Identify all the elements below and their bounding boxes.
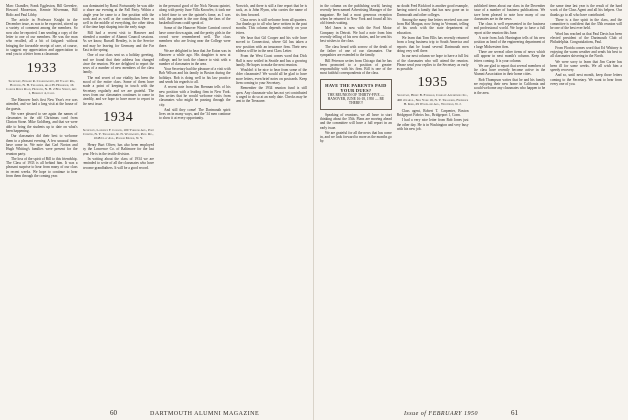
announcement-heading: HAVE THE PARENTS PAID YOUR DUES? [325, 82, 387, 93]
paragraph: There is a fine spirit in the class, and the committee is confident that the 35th reunion will be one of the best ever held. [550, 17, 622, 31]
paragraph: in the personal good of the Nick Nassau quintet, along with pretty June Villa Knowles; it took me a brief time to see the quintet's fame, as I was told, the quintet is the one thing the fans of the basketball team could speak of. [159, 4, 231, 26]
paragraph: published items about our class in the December issue of a number of business publications. We have been pleased to note how many of our classmates are in the news. [473, 4, 546, 21]
paragraph: In writing about the class of 1934 we are reminded to write of all the classmates who have become grandfathers. It will be a good record. [82, 157, 154, 170]
right-column-4 [550, 4, 622, 406]
paragraph: Word has reached us that Paul Davis has been elected president of the Dartmouth Club of Philadelphia. Congratulations, Paul. [550, 31, 622, 45]
class-secretary-info: Secretary, Laurence F. Jackson, 100 Tybrook Ave., Port Chester, N. Y. Treasurer, R. N. Wadsworth, Prof. Rd., 1048 Clay Ave., Pelham Manor, N. Y. [82, 127, 154, 141]
paragraph: Bob Thompson writes that he and his family are enjoying their new home in California and would welcome any classmates who happen to be in the area. [473, 77, 546, 95]
paragraph: Wouldn't it be nice to hear from some of the older classmates? We would all be glad to have more letters, even brief notes on postcards. Keep them coming to your Secretary. [235, 68, 307, 86]
paragraph: We are glad to report that several members of the class have recently become active in the Alumni Association in their home cities. [473, 63, 546, 77]
paragraph: The real secret of our vitality has been the mood of the entire class. Some of them have made a point of keeping in touch with the Secretary regularly and we are grateful. The news from our classmates continues to come in steadily, and we hope to have more to report in the next issue. [82, 75, 154, 106]
paragraph: And so, until next month, keep those letters coming to the Secretary. We want to hear from every one of you. [550, 73, 622, 87]
reunion-announcement-box [320, 79, 392, 110]
left-column-1 [6, 4, 78, 406]
class-year-heading: 1935 [417, 75, 448, 91]
paragraph: And still they come! The Dartmouth spirit lives on in many ways, and the '34 men continue to show it at every opportunity. [159, 107, 231, 121]
paragraph: Class agent, Robert T. Carpenter, Boston Bridgeport Fabrics Inc., Bridgeport 1, Conn. [396, 108, 469, 118]
paragraph: The class is well represented in the business and professional world. We hope to have a full report at the reunion this June. [473, 22, 546, 35]
paragraph: Norwich, and there is still a fine report that he is back, as is John Flynn, who carries the name of his firm forward. [235, 4, 307, 17]
footer-issue-date: Issue of FEBRUARY 1950 [403, 411, 478, 417]
left-column-2 [83, 4, 155, 406]
right-page-columns [320, 4, 622, 406]
right-column-1 [320, 4, 392, 406]
paragraph: Henry Burt Oliver, has also been employed by the Lawrence Co. of Baltimore for the last year. He is in the textile division. [82, 143, 154, 156]
page-number: 60 [110, 409, 117, 417]
right-column-3 [474, 4, 546, 406]
paragraph: We are grateful for all the news that has come in, and we look forward to more as the months go by. [320, 130, 392, 144]
class-secretary-info: Secretary, Henry B. Eyerman, Company Advertising Inc., 400 4th Ave., New York 16, N. Y. Treasurer, Frederick H. Kirk, 29 Woodland Ave., Westfield, N. J. [396, 93, 469, 106]
paragraph: I had a very nice letter from Bob Jones just the other day. He is in Washington and very busy with his new job. [396, 118, 469, 131]
left-column-4 [236, 4, 308, 406]
left-page-columns [6, 4, 307, 406]
paragraph: A note from Jack Harrington tells of his new position as head of the engineering department of a large Midwestern firm. [473, 36, 546, 49]
paragraph: We were sorry to learn that Jim Carter has been ill for some weeks. We all wish him a speedy recovery. [550, 59, 622, 73]
paragraph: There are several other items of news which will appear in next month's column. Keep the letters coming. It is your column. [473, 49, 546, 63]
paragraph: Bill had a recent visit to Hanover and attended a number of Alumni Council sessions. As we know, Russell Bentley, is in the Service and may be leaving for Germany and the Far East in the spring. [82, 30, 154, 52]
paragraph: From the West Coast comes word that Dick Hall is now settled in Seattle and has a growing family. He hopes to make the next reunion. [235, 54, 307, 67]
paragraph: Bill Peterson writes from Chicago that he has been promoted to a position of greater responsibility with his firm. Bill is one of the most faithful correspondents of the class. [320, 58, 392, 76]
paragraph: Among the many fine letters received was one from Hal Morgan, now living in Vermont, telling of his work with the state department of education. [396, 17, 469, 35]
class-year-heading: 1934 [103, 109, 134, 125]
paragraph: Our classmates did their best to welcome them to a pleasant evening. A few unusual items have come in. We note that Carl Norton and Hugh Whiting's families were present for the reunion party. [6, 134, 78, 156]
paragraph: the same time last year is the result of the hard work of the Class Agent and all his helpers. Our thanks go to all who have contributed. [550, 4, 622, 17]
paragraph: Mel Jones is now with the Ford Motor Company in Detroit. We had a note from him recently telling of his new duties, and he sent his best wishes to the class. [320, 26, 392, 44]
paragraph: Marc Chandler, Frank Eggleston, Bill Greenlee, Howard Mooreston, Kennie Silverman, Bill Ridic and Paul Libby. [6, 4, 78, 17]
paragraph: From Florida comes word that Ed Whitney is enjoying the warm weather and sends his best to all classmates shivering in the North. [550, 45, 622, 59]
paragraph: Your Secretary had the pleasure of a visit with Bob Wilson and his family in Boston during the holidays. Bob is doing well in his law practice and sends his regards to all. [159, 67, 231, 85]
page-number: 61 [511, 409, 518, 417]
paragraph: was dominated by Rand. Fortunately he was able to share our evening at the Fall Party. Within a single year he came to a fine position with the work and as well as the contribution. Here as well in the middle of everything, the other ideas of the time kept shaping into the early stage. [82, 4, 154, 30]
paragraph: no doubt Fred Bickford is another good example, having raised a family that has now gone on to Dartmouth and other colleges. [396, 4, 469, 17]
paragraph: in the column on the publishing world, having recently been named Advertising Manager of the magazine. He had a most generous reception when he returned to New York and found all his old friends waiting. [320, 4, 392, 26]
right-page [314, 0, 628, 420]
class-year-heading: 1933 [26, 60, 57, 76]
paragraph: Class news is still welcome from all quarters. Our thanks go to all who have written in the past months. This column depends entirely on your letters. [235, 17, 307, 35]
right-column-2 [397, 4, 469, 406]
paragraph: The class heard with sorrow of the death of the father of one of our classmates. Our sympathies are extended to the family. [320, 44, 392, 58]
paragraph: In our next column we hope to have a full list of the classmates who will attend the reunion. Please send your replies to the Secretary as early as possible. [396, 54, 469, 72]
left-column-3 [159, 4, 231, 406]
paragraph: Speaking of reunions, we all have to start thinking about the 35th. Plans are moving ahead and the committee will have a full report in an early issue. [320, 112, 392, 130]
footer-magazine-title: DARTMOUTH ALUMNI MAGAZINE [150, 411, 260, 417]
announcement-body: THE REUNION OF THIRTY-FIVE — HANOVER, JUNE 16-18, 1950 — BE THERE!! [327, 92, 385, 106]
paragraph: Remember the 1934 reunion fund is still open. Any classmate who has not yet contributed is urged to do so at an early date. Checks may be sent to the Treasurer. [235, 86, 307, 104]
paragraph: Some of the Hanover Winter Carnival crowd have come down again, and the pretty girls in the crowd were remembered well. The class members who are living near the College were there. [159, 26, 231, 48]
paragraph: A recent note from Jim Brennan tells of his new position with a leading firm in New York. Jim writes that he would welcome visits from classmates who might be passing through the city. [159, 85, 231, 107]
paragraph: We were pleased to see again the names of classmates in the old Christmas card from Clinton Stone. Mike Goldberg, and that we were able to bring the students up to date on what's been happening. [6, 111, 78, 134]
paragraph: The article in Professor Knight in the December issue, as was to be expected, stirred up a variety of comment among the members. So now also he reported. I am sending a copy of the letter to one of our members. He was the man who recalled, all a bit of fatigued: without bringing the favorable receipt of care, of course, to suggest my appreciation and appreciation to read you to a letter from a classmate. [6, 17, 78, 57]
class-secretary-info: Secretary, Edward R. Charlesworth, 20 Valley Rd., Hanover, N. H. Treasurer, Alan H. Holbrook, 16 Carver Ridge Road, Hanover, N. H. 2 Bow Street, Apt. 1, Berkeley 4, Calif. [6, 78, 78, 95]
paragraph: We are delighted to hear that Joe Eaton was in Hanover a while ago. His daughter is now at college, and he took the chance to visit with a number of classmates in the area. [159, 48, 231, 66]
paragraph: We hear that Gil Cooper and his wife have moved to Connecticut, where Gil has taken a new position with an insurance firm. Their new address will be in the next Class Letter. [235, 36, 307, 53]
paragraph: One of our class sent us a holiday greeting, and we found that their address has changed since the reunion. We are delighted to report the news of a number of new members of the class family. [82, 53, 154, 75]
paragraph: We learn that Tom Ellis has recently returned from a long business trip to South America and reports that he found several Dartmouth men doing very well there. [396, 36, 469, 53]
paragraph: The loss of the spirit of Bill to this friendship. The Class of 1933 is all behind him. It was a pleasant surprise to hear from many of our class in recent weeks. We hope to continue to hear from them through the coming year. [6, 156, 78, 178]
paragraph: The Hanover Inn's first New Year's eve was attended, and we had a long visit at the house of the guests. [6, 97, 78, 111]
